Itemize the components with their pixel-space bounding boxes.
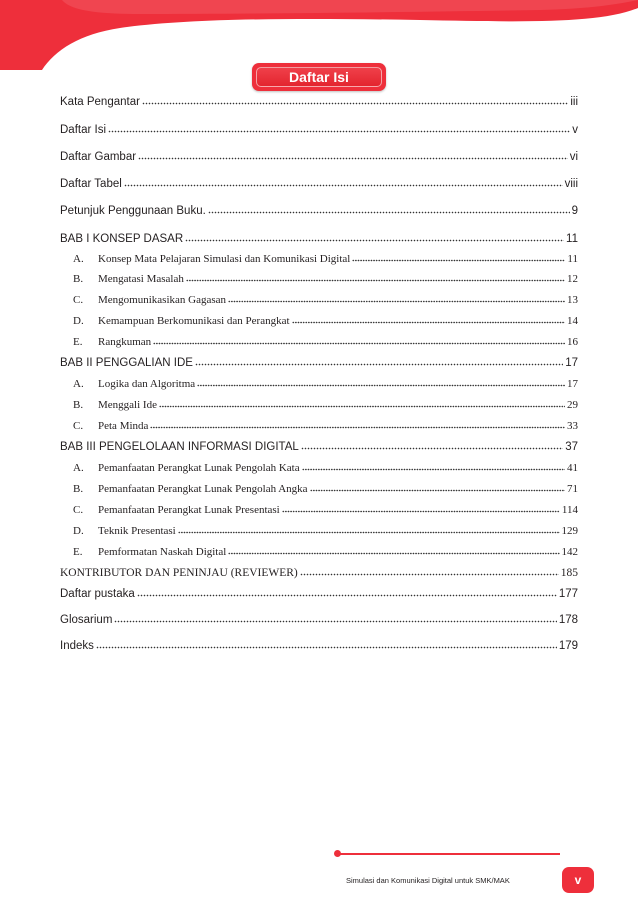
toc-item-label: Daftar Gambar [60, 151, 137, 163]
toc-item-page: 16 [567, 336, 578, 348]
toc-item-label: Teknik Presentasi [98, 525, 176, 537]
toc-dot-leader [302, 463, 565, 471]
toc-row [60, 525, 578, 537]
toc-item-page: vi [569, 151, 578, 163]
toc-item-page: 142 [561, 546, 578, 558]
toc-item-letter: A. [73, 378, 84, 390]
toc-row [60, 336, 578, 348]
toc-dot-leader [310, 484, 565, 492]
toc-item-letter: B. [73, 273, 84, 285]
toc-item-label: BAB III PENGELOLAAN INFORMASI DIGITAL [60, 441, 299, 453]
toc-dot-leader [228, 295, 565, 303]
toc-item-page: 33 [567, 420, 578, 432]
toc-item-page: 29 [567, 399, 578, 411]
toc-item-letter: E. [73, 546, 83, 558]
toc-dot-leader [96, 641, 557, 649]
toc-item-letter: B. [73, 399, 84, 411]
toc-row [60, 546, 578, 558]
toc-row [60, 233, 578, 245]
toc-dot-leader [197, 379, 565, 387]
toc-item-label: Pemanfaatan Perangkat Lunak Pengolah Kata [98, 462, 300, 474]
footer-book-title: Simulasi dan Komunikasi Digital untuk SMK/MAK [346, 876, 510, 885]
toc-row [60, 441, 578, 453]
toc-item-label: Pemanfaatan Perangkat Lunak Pengolah Angka [98, 483, 308, 495]
toc-item-label: Daftar Isi [60, 124, 107, 136]
toc-row [60, 588, 578, 600]
toc-item-label: Rangkuman [98, 336, 152, 348]
toc-dot-leader [300, 568, 559, 576]
toc-dot-leader [153, 337, 565, 345]
toc-row [60, 96, 578, 108]
toc-row [60, 315, 578, 327]
toc-dot-leader [178, 526, 560, 534]
toc-item-label: Pemanfaatan Perangkat Lunak Presentasi [98, 504, 280, 516]
toc-row [60, 253, 578, 265]
toc-item-letter: C. [73, 420, 84, 432]
toc-row [60, 124, 578, 136]
toc-item-label: Pemformatan Naskah Digital [98, 546, 227, 558]
toc-item-label: Daftar pustaka [60, 588, 135, 600]
toc-item-label: Mengomunikasikan Gagasan [98, 294, 226, 306]
toc-item-page: 11 [567, 253, 578, 265]
toc-dot-leader [208, 206, 570, 214]
toc-dot-leader [186, 274, 565, 282]
toc-dot-leader [292, 316, 565, 324]
toc-item-page: 11 [566, 233, 578, 245]
toc-item-letter: B. [73, 483, 84, 495]
toc-row [60, 462, 578, 474]
toc-dot-leader [301, 442, 563, 450]
toc-item-page: 13 [567, 294, 578, 306]
toc-row [60, 614, 578, 626]
toc-item-label: Daftar Tabel [60, 178, 122, 190]
toc-item-label: Mengatasi Masalah [98, 273, 184, 285]
toc-item-label: Petunjuk Penggunaan Buku. [60, 205, 206, 217]
toc-item-page: 114 [561, 504, 578, 516]
toc-item-page: 129 [561, 525, 578, 537]
toc-item-label: Konsep Mata Pelajaran Simulasi dan Komunikasi Digital [98, 253, 351, 265]
toc-item-label: BAB I KONSEP DASAR [60, 233, 184, 245]
toc-item-page: viii [564, 178, 578, 190]
toc-dot-leader [352, 254, 565, 262]
toc-item-page: 178 [558, 614, 578, 626]
toc-item-letter: A. [73, 462, 84, 474]
toc-item-page: 9 [571, 205, 578, 217]
toc-item-label: Kemampuan Berkomunikasi dan Perangkat [98, 315, 290, 327]
toc-row [60, 294, 578, 306]
toc-item-page: 41 [567, 462, 578, 474]
toc-row [60, 378, 578, 390]
toc-dot-leader [228, 547, 559, 555]
toc-item-page: 71 [567, 483, 578, 495]
toc-item-letter: D. [73, 315, 84, 327]
toc-row [60, 273, 578, 285]
toc-dot-leader [142, 97, 568, 105]
toc-item-page: 17 [567, 378, 578, 390]
toc-row [60, 357, 578, 369]
toc-dot-leader [124, 179, 563, 187]
toc-row [60, 504, 578, 516]
toc-item-page: 14 [567, 315, 578, 327]
toc-row [60, 399, 578, 411]
footer-rule [338, 853, 560, 855]
toc-item-page: 185 [560, 567, 578, 579]
toc-item-page: iii [570, 96, 578, 108]
toc-item-label: BAB II PENGGALIAN IDE [60, 357, 193, 369]
toc-item-label: Glosarium [60, 614, 113, 626]
toc-item-letter: A. [73, 253, 84, 265]
toc-item-page: 12 [567, 273, 578, 285]
toc-dot-leader [195, 358, 563, 366]
page-number-badge: v [562, 867, 594, 893]
toc-dot-leader [108, 125, 570, 133]
toc-row [60, 567, 578, 579]
toc-item-label: KONTRIBUTOR DAN PENINJAU (REVIEWER) [60, 567, 298, 579]
toc-row [60, 178, 578, 190]
toc-dot-leader [138, 152, 568, 160]
toc-item-label: Menggali Ide [98, 399, 157, 411]
toc-item-label: Logika dan Algoritma [98, 378, 196, 390]
toc-item-page: 37 [565, 441, 578, 453]
toc-item-page: 17 [565, 357, 578, 369]
toc-dot-leader [185, 234, 564, 242]
toc-item-letter: C. [73, 504, 84, 516]
toc-item-letter: D. [73, 525, 84, 537]
toc-row [60, 151, 578, 163]
toc-dot-leader [114, 615, 556, 623]
toc-item-label: Peta Minda [98, 420, 149, 432]
toc-item-label: Kata Pengantar [60, 96, 140, 108]
toc-item-letter: C. [73, 294, 84, 306]
toc-item-page: 177 [558, 588, 578, 600]
toc-dot-leader [159, 400, 565, 408]
toc-row [60, 640, 578, 652]
toc-dot-leader [150, 421, 565, 429]
toc-dot-leader [282, 505, 560, 513]
header-wave-decoration [0, 0, 638, 70]
toc-item-letter: E. [73, 336, 83, 348]
toc-dot-leader [137, 589, 557, 597]
section-title-badge [252, 63, 386, 91]
toc-row [60, 483, 578, 495]
toc-row [60, 420, 578, 432]
toc-item-page: 179 [558, 640, 578, 652]
toc-item-page: v [572, 124, 578, 136]
section-title: Daftar Isi [256, 67, 382, 87]
toc-item-label: Indeks [60, 640, 94, 652]
toc-row [60, 205, 578, 217]
